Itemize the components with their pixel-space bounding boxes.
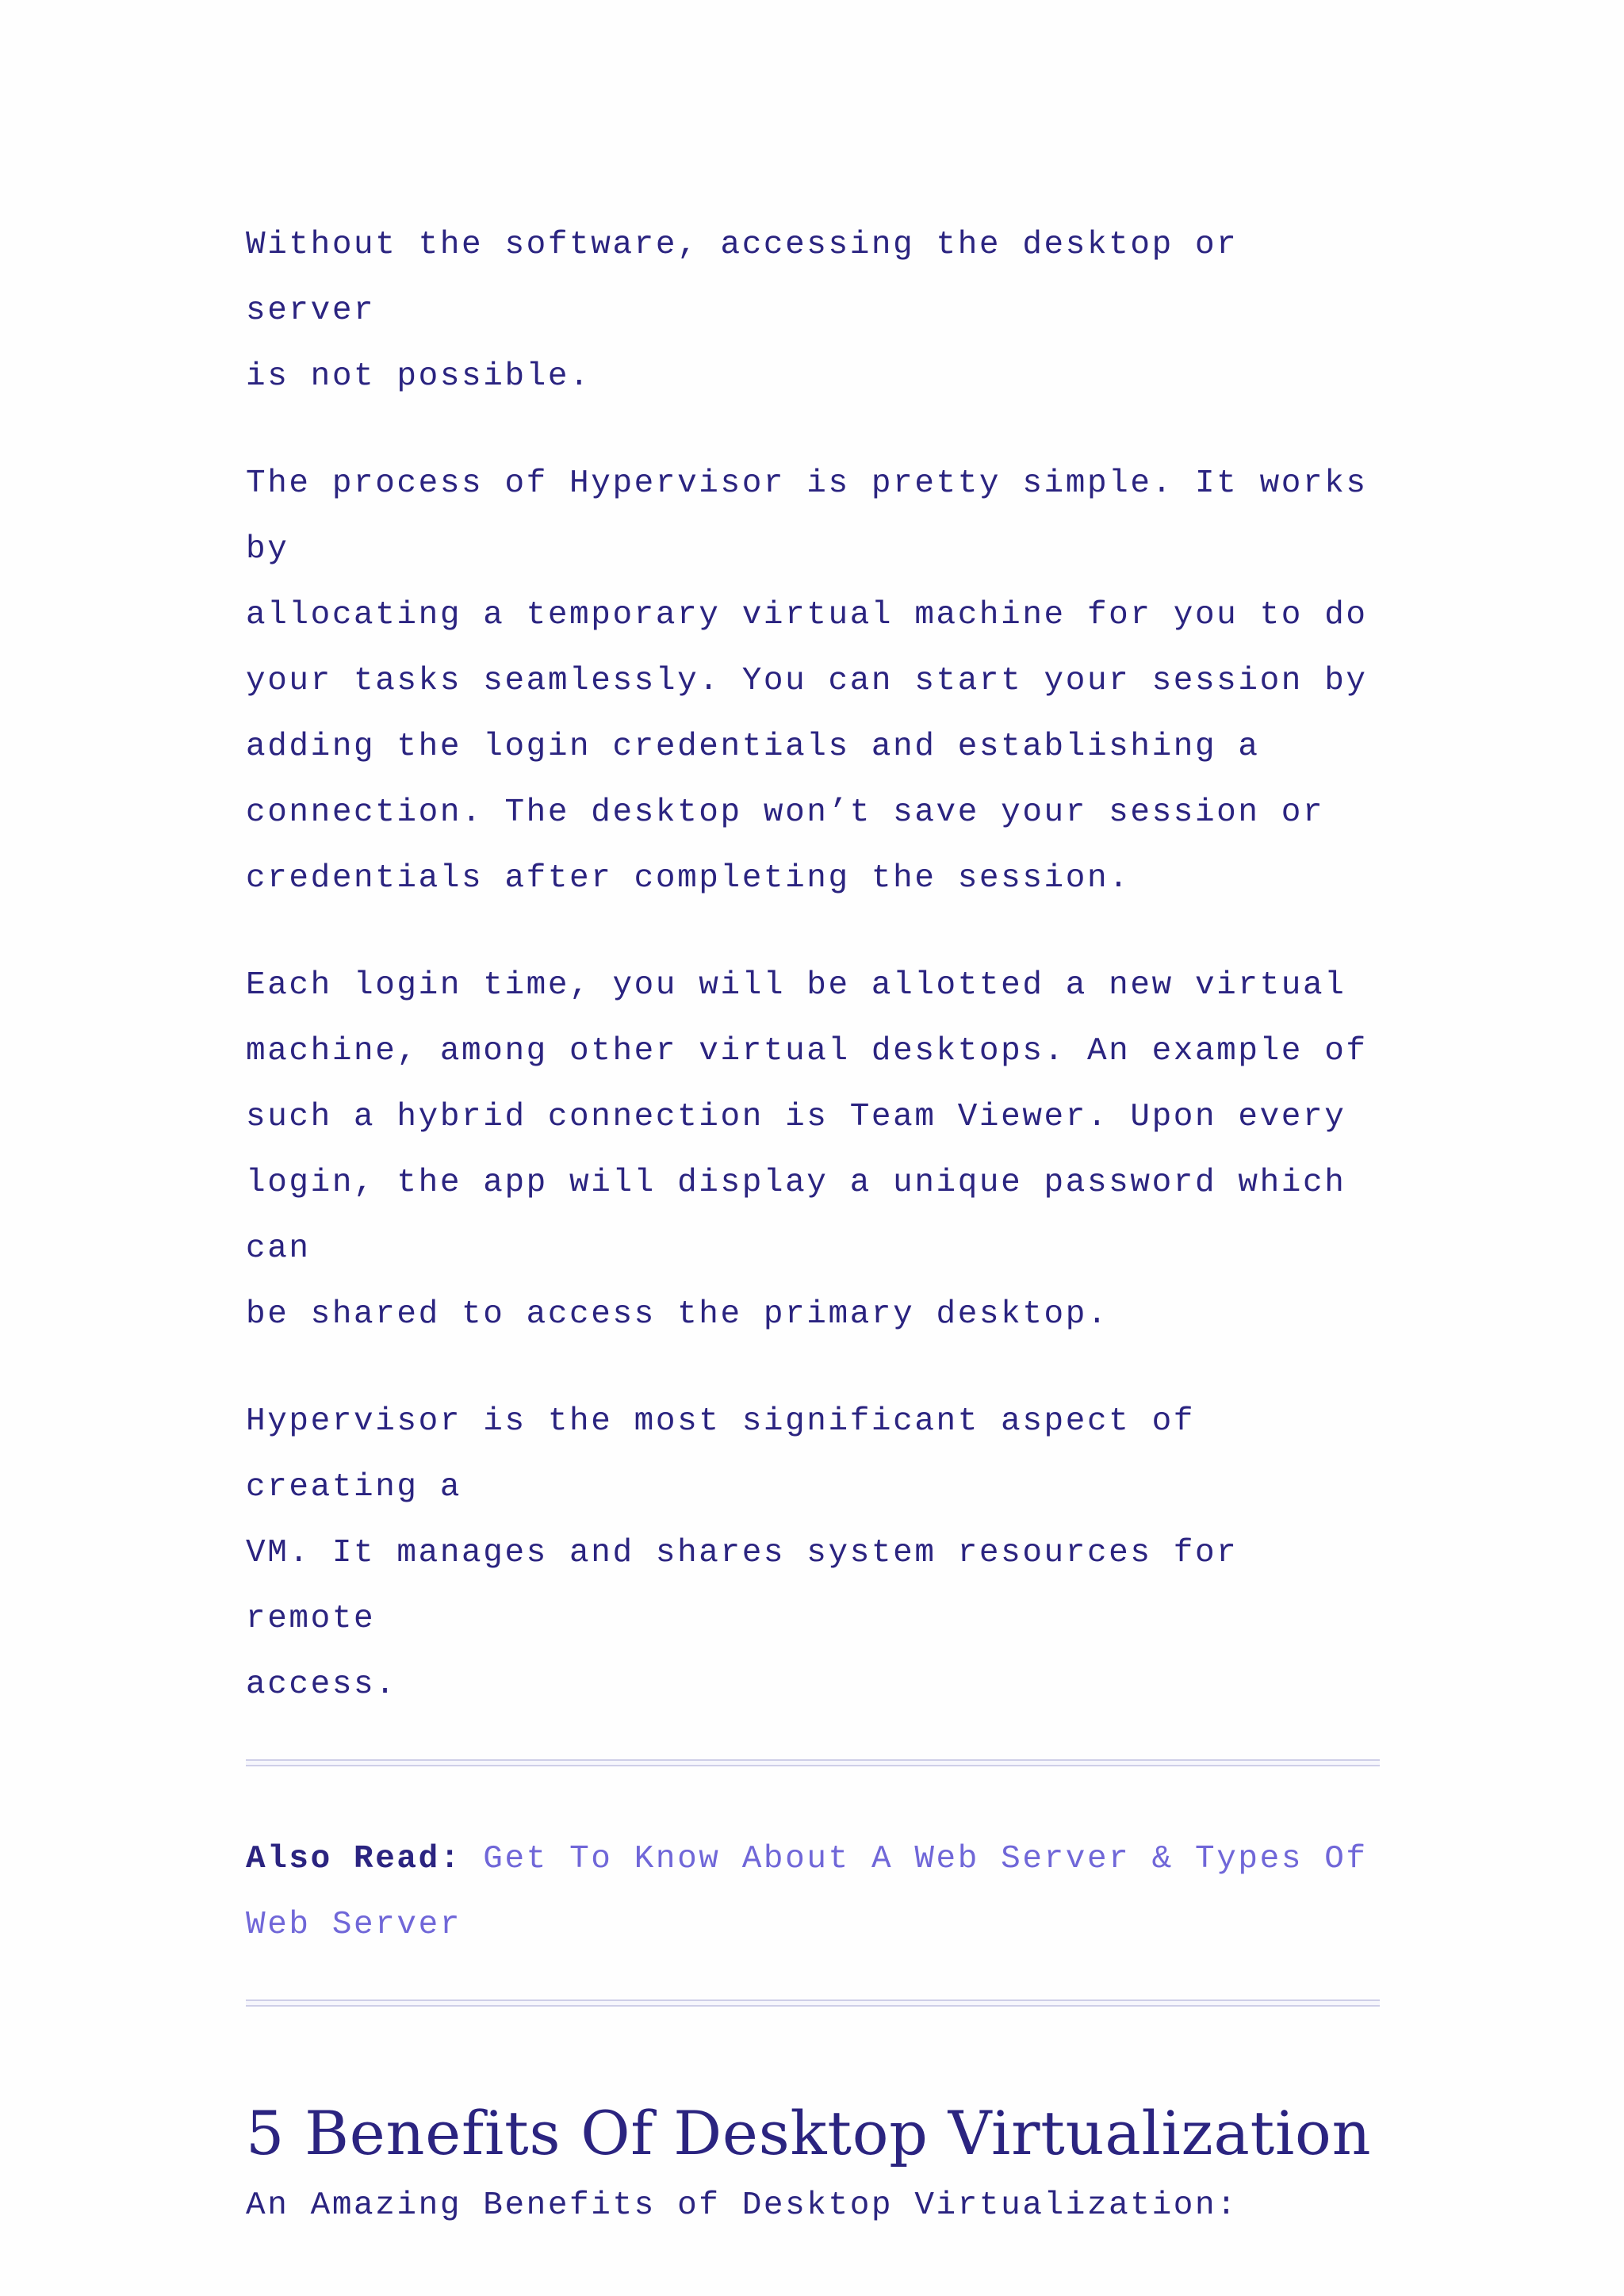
section-heading: 5 Benefits Of Desktop Virtualization	[246, 2098, 1372, 2168]
paragraph-hypervisor-significance: Hypervisor is the most significant aspect of creating a VM. It manages and shares system resources for remote access.	[246, 1403, 1239, 1703]
section-intro: An Amazing Benefits of Desktop Virtualization:	[246, 2187, 1239, 2224]
paragraph-login-virtual-machine: Each login time, you will be allotted a new virtual machine, among other virtual desktops. An example of such a hybrid connection is Team Viewer. Upon every login, the app will display a unique password which can be shared to access the primary desktop.	[246, 967, 1368, 1333]
also-read-label: Also Read:	[246, 1841, 462, 1877]
also-read-top-divider	[246, 1759, 1380, 1766]
paragraph-hypervisor-process: The process of Hypervisor is pretty simple. It works by allocating a temporary virtual machine for you to do your tasks seamlessly. You can start your session by adding the login credentials and establishing a connection. The desktop won’t save your session or credentials after completing the session.	[246, 465, 1368, 897]
article-body	[246, 212, 1380, 2280]
paragraph-software-required: Without the software, accessing the desktop or server is not possible.	[246, 227, 1239, 395]
also-read-box	[246, 1827, 1380, 1958]
also-read-bottom-divider	[246, 1999, 1380, 2007]
also-read-link[interactable]: Get To Know About A Web Server & Types Of Web Server	[246, 1841, 1368, 1943]
